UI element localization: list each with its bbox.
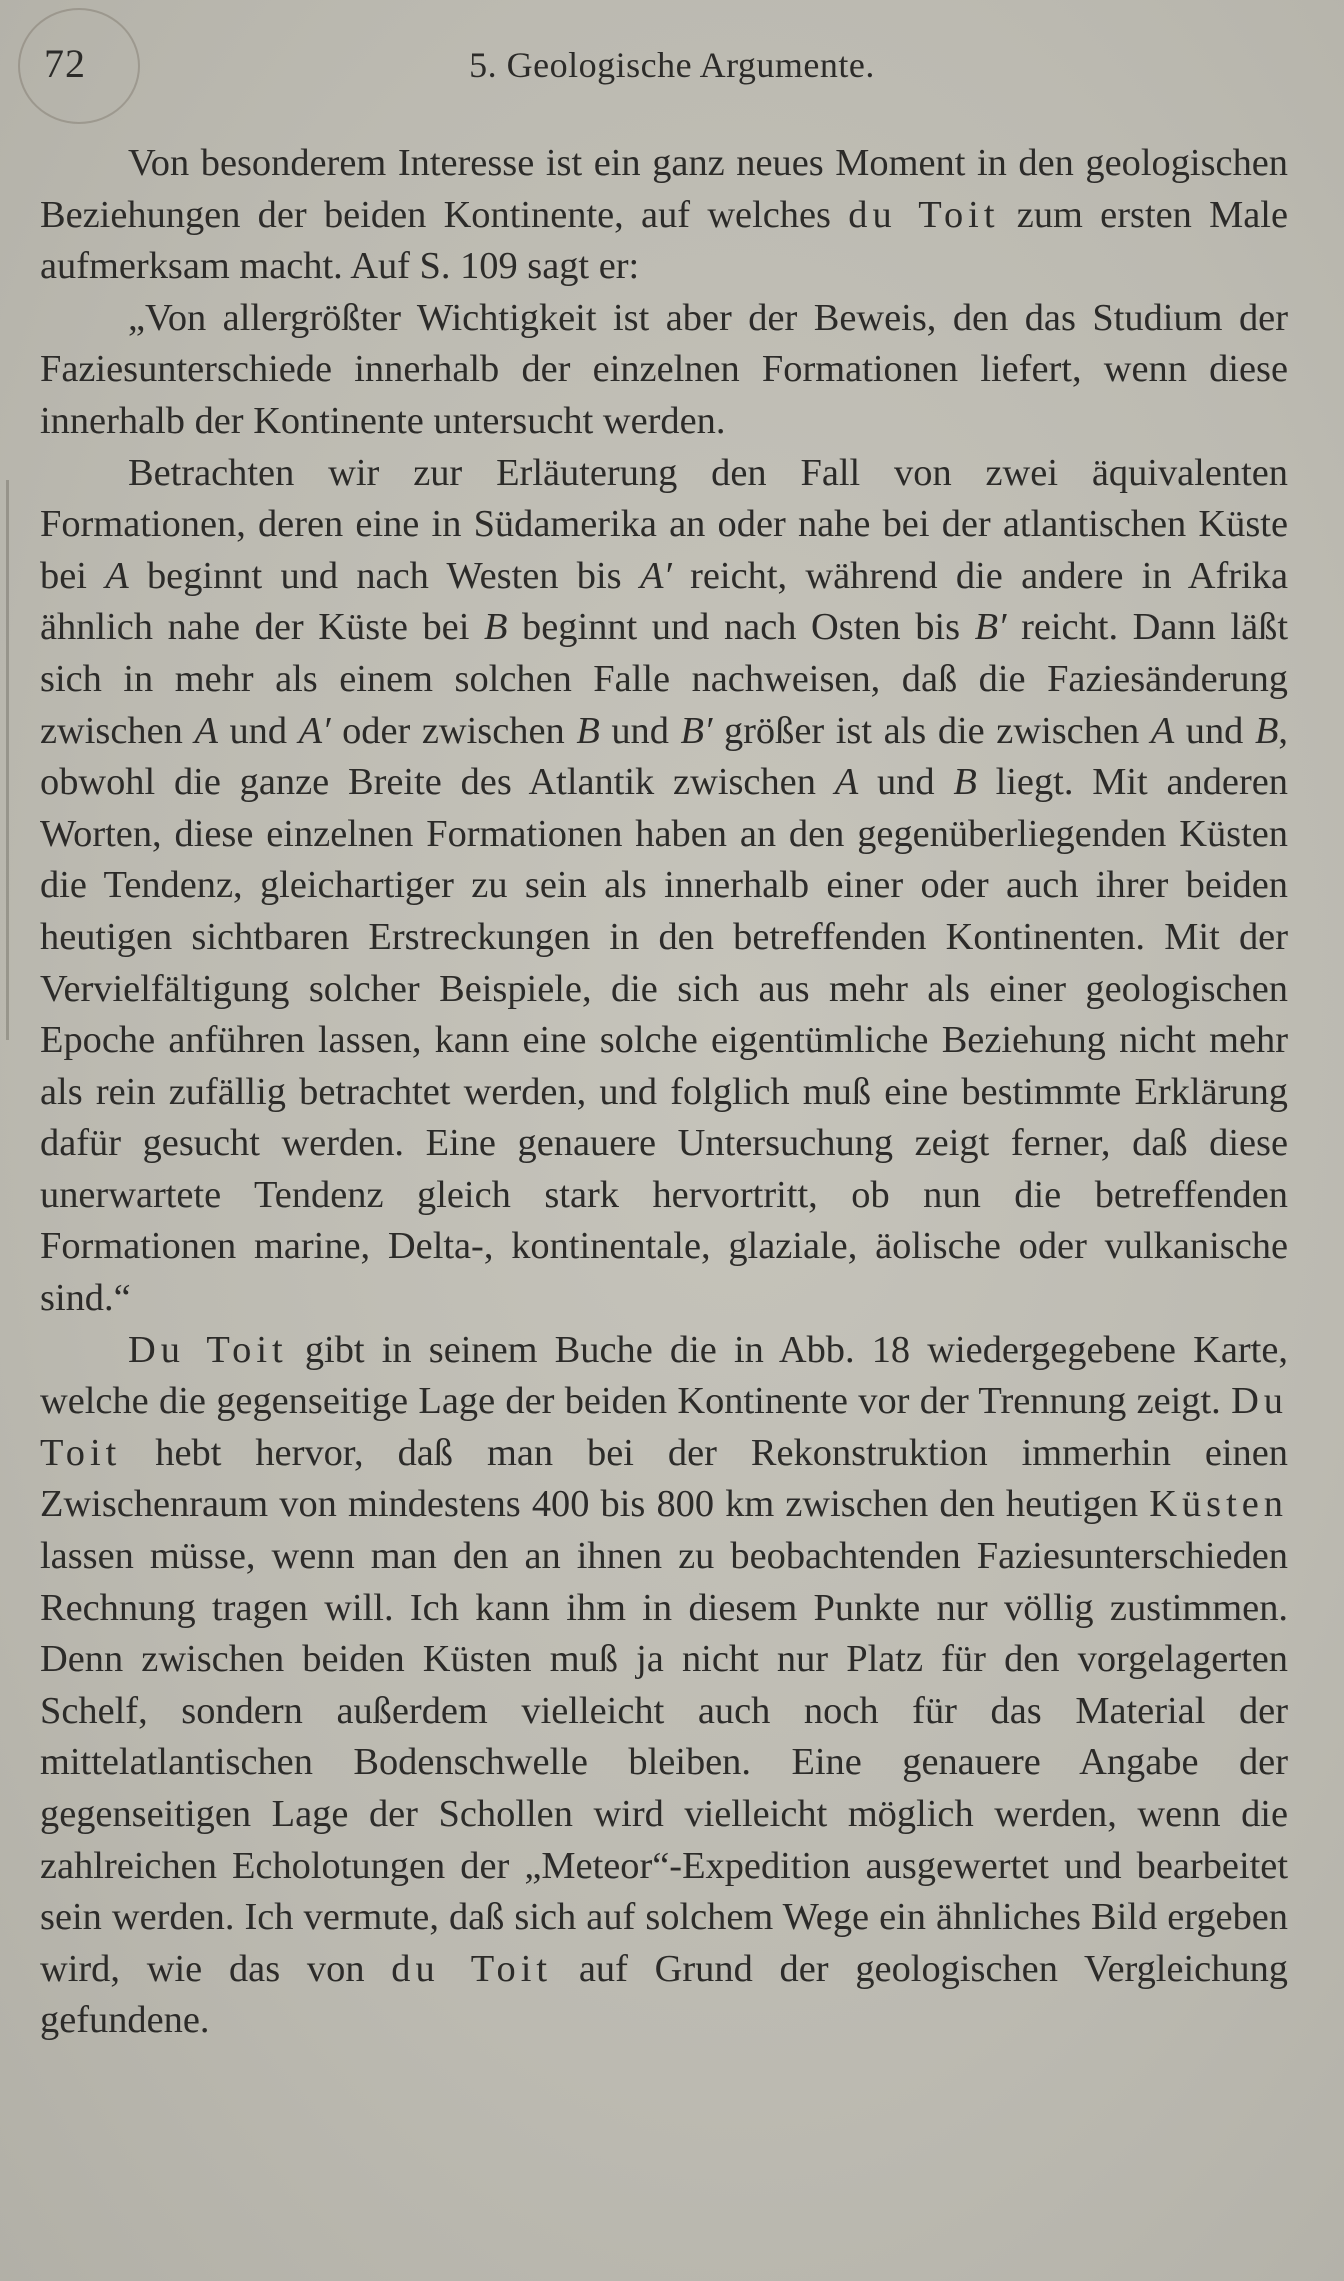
paragraph-2-quote: „Von allergrößter Wichtigkeit ist aber der Beweis, den das Studium der Faziesunterschiede innerhalb der einzelnen Formationen liefert, wenn diese innerhalb der Kontinente untersucht werden. (40, 296, 1288, 442)
text-run: und (599, 709, 681, 752)
author-name-spaced: du Toit (848, 193, 1000, 236)
text-run: Betrachten wir zur Erläuterung den Fall von zwei äquivalenten Formationen, deren eine in Südamerika an oder nahe bei der atlantischen Küste bei (40, 451, 1288, 597)
text-run: , obwohl die ganze Breite des Atlantik zwischen (40, 709, 1288, 804)
paragraph-3-quote (40, 448, 1288, 1325)
text-run: und (858, 761, 954, 804)
text-run: größer ist als die zwischen (712, 709, 1151, 752)
text-run: gibt in seinem Buche die in Abb. 18 wiedergegebene Karte, welche die gegenseitige Lage der beiden Kontinente vor der Trennung zeigt. (40, 1328, 1288, 1423)
text-run: reicht. Dann läßt sich in mehr als einem solchen Falle nachweisen, daß die Faziesänderung zwischen (40, 606, 1288, 752)
variable-label: B (1254, 709, 1279, 752)
variable-label: B (483, 606, 508, 649)
text-run: Von besonderem Interesse ist ein ganz neues Moment in den geologischen Beziehungen der beiden Kontinente, auf welches (40, 142, 1288, 236)
paragraph-4 (40, 1325, 1288, 2047)
text-run: und (217, 709, 299, 752)
variable-label: B′ (974, 606, 1007, 649)
variable-label: B′ (680, 709, 713, 752)
running-title: 5. Geologische Argumente. (469, 45, 875, 85)
variable-label: B (953, 761, 977, 804)
variable-label: A (194, 709, 218, 752)
text-run: hebt hervor, daß man bei der Rekonstruktion immerhin einen Zwischenraum von mindestens 400 bis 800 km zwischen den heutigen (40, 1431, 1288, 1526)
text-run: beginnt und nach Westen bis (128, 554, 640, 597)
paragraph-1 (40, 138, 1288, 293)
variable-label: A′ (298, 709, 331, 752)
text-run: liegt. Mit anderen Worten, diese einzelnen Formationen haben an den gegenüberliegenden Küsten die Tendenz, gleichartiger zu sein als innerhalb einer oder auch ihrer beiden heutigen sichtbaren Erstreckungen in den betreffenden Kontinenten. Mit der Vervielfältigung solcher Beispiele, die sich aus mehr als einer geologischen Epoche anführen lassen, kann eine solche eigentümliche Beziehung nicht mehr als rein zufällig betrachtet werden, und folglich muß eine bestimmte Erklärung dafür gesucht werden. Eine genauere Untersuchung zeigt ferner, daß diese unerwartete Tendenz gleich stark hervortritt, ob nun die betreffenden Formationen marine, Delta-, kontinentale, glaziale, äolische oder vulkanische sind.“ (40, 761, 1288, 1320)
text-run: oder zwischen (330, 709, 577, 752)
emphasis-spaced: Küsten (1149, 1483, 1288, 1526)
variable-label: B (576, 709, 600, 752)
text-run: beginnt und nach Osten bis (507, 606, 975, 649)
author-name-spaced: Du Toit (40, 1380, 1288, 1474)
variable-label: A′ (639, 554, 672, 597)
author-name-spaced: du Toit (391, 1947, 553, 1990)
page-number: 72 (44, 41, 86, 86)
author-name-spaced: Du Toit (128, 1328, 288, 1371)
text-body (40, 138, 1288, 2047)
margin-mark-line (6, 480, 9, 1040)
variable-label: A (834, 761, 859, 804)
text-run: und (1174, 709, 1255, 752)
text-run: reicht, während die andere in Afrika ähnlich nahe der Küste bei (40, 554, 1288, 649)
text-run: lassen müsse, wenn man den an ihnen zu beobachtenden Faziesunterschieden Rechnung tragen will. Ich kann ihm in diesem Punkte nur völlig zustimmen. Denn zwischen beiden Küsten muß ja nicht nur Platz für den vorgelagerten Schelf, sondern außerdem vielleicht auch noch für das Material der mittelatlantischen Bodenschwelle bleiben. Eine genauere Angabe der gegenseitigen Lage der Schollen wird vielleicht möglich werden, wenn die zahlreichen Echolotungen der „Meteor“-Expedition ausgewertet und bearbeitet sein werden. Ich vermute, daß sich auf solchem Wege ein ähnliches Bild ergeben wird, wie das von (40, 1535, 1288, 1990)
text-run: auf Grund der geologischen Vergleichung gefundene. (40, 1947, 1288, 2042)
text-run: zum ersten Male aufmerksam macht. Auf S. 109 sagt er: (40, 193, 1288, 288)
variable-label: A (105, 554, 129, 597)
variable-label: A (1150, 709, 1175, 752)
